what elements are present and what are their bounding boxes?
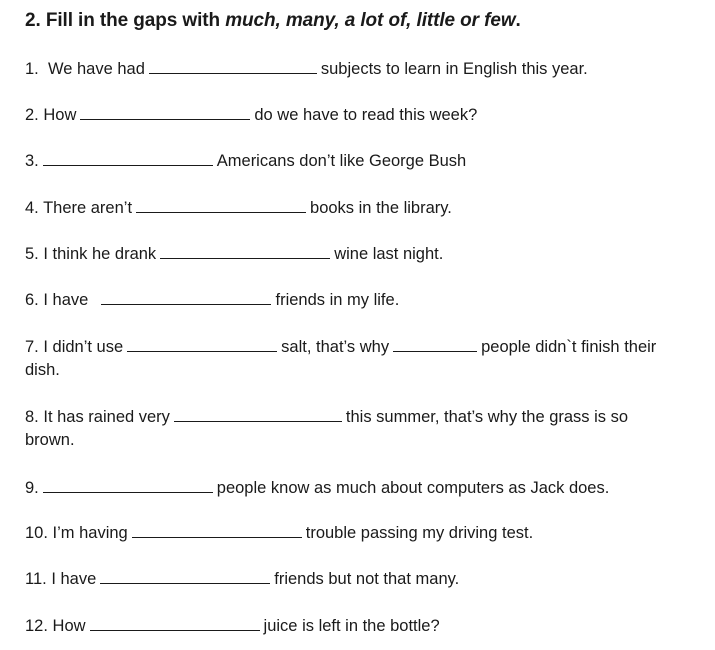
answer-blank[interactable] xyxy=(149,72,317,74)
answer-blank[interactable] xyxy=(174,420,342,422)
question-text-before: I didn’t use xyxy=(43,338,124,356)
answer-blank[interactable] xyxy=(132,536,302,538)
answer-blank[interactable] xyxy=(100,582,270,584)
question-text-before: We have had xyxy=(47,60,145,78)
question-text-before: How xyxy=(43,106,77,124)
answer-blank[interactable] xyxy=(90,629,260,631)
question-number: 2. xyxy=(25,106,39,124)
question-number: 5. xyxy=(25,245,39,263)
question-number: 11. xyxy=(25,570,47,588)
question-text-wrap: dish. xyxy=(25,361,60,379)
question-text-after: people know as much about computers as Jack does. xyxy=(216,479,610,497)
answer-blank[interactable] xyxy=(160,257,330,259)
question-text-after: subjects to learn in English this year. xyxy=(320,60,588,78)
question-text-before: I have xyxy=(51,570,97,588)
question-text-after: trouble passing my driving test. xyxy=(305,524,534,542)
question-7 xyxy=(25,336,656,382)
question-number: 7. xyxy=(25,338,39,356)
question-number: 10. xyxy=(25,524,48,542)
question-9 xyxy=(25,477,609,500)
question-text-after: people didn`t finish their xyxy=(481,338,657,356)
question-12 xyxy=(25,615,440,638)
question-8 xyxy=(25,406,628,452)
question-text-before: I think he drank xyxy=(43,245,157,263)
question-number: 3. xyxy=(25,152,39,170)
question-4 xyxy=(25,197,452,220)
title-words: much, many, a lot of, little or few xyxy=(225,10,516,31)
question-text-after: friends in my life. xyxy=(275,291,400,309)
question-text-after: books in the library. xyxy=(310,199,452,217)
question-number: 6. xyxy=(25,291,39,309)
exercise-title xyxy=(25,10,521,32)
question-3 xyxy=(25,150,466,173)
answer-blank[interactable] xyxy=(101,303,271,305)
question-text-before: There aren’t xyxy=(43,199,133,217)
question-number: 4. xyxy=(25,199,39,217)
question-text-after: this summer, that’s why the grass is so xyxy=(345,408,629,426)
question-10 xyxy=(25,522,533,545)
question-1 xyxy=(25,58,588,81)
title-prefix: 2. Fill in the gaps with xyxy=(25,10,226,31)
question-text-before: How xyxy=(52,617,86,635)
question-text-after: do we have to read this week? xyxy=(254,106,478,124)
question-number: 8. xyxy=(25,408,39,426)
answer-blank[interactable] xyxy=(80,118,250,120)
question-text-after: wine last night. xyxy=(334,245,444,263)
question-text-after: Americans don’t like George Bush xyxy=(216,152,467,170)
question-text-after: juice is left in the bottle? xyxy=(263,617,440,635)
question-number: 9. xyxy=(25,479,39,497)
question-number: 1. xyxy=(25,60,39,78)
question-text-before: It has rained very xyxy=(43,408,170,426)
answer-blank-2[interactable] xyxy=(393,350,477,352)
question-text-after: friends but not that many. xyxy=(274,570,460,588)
question-6 xyxy=(25,289,399,312)
answer-blank[interactable] xyxy=(136,211,306,213)
question-2 xyxy=(25,104,477,127)
title-end: . xyxy=(515,10,521,31)
answer-blank[interactable] xyxy=(127,350,277,352)
question-text-before: I’m having xyxy=(52,524,128,542)
question-11 xyxy=(25,568,459,591)
answer-blank[interactable] xyxy=(43,491,213,493)
answer-blank[interactable] xyxy=(43,164,213,166)
question-number: 12. xyxy=(25,617,48,635)
question-5 xyxy=(25,243,443,266)
question-text-before: I have xyxy=(43,291,89,309)
question-text-middle: salt, that’s why xyxy=(281,338,390,356)
question-text-wrap: brown. xyxy=(25,431,75,449)
